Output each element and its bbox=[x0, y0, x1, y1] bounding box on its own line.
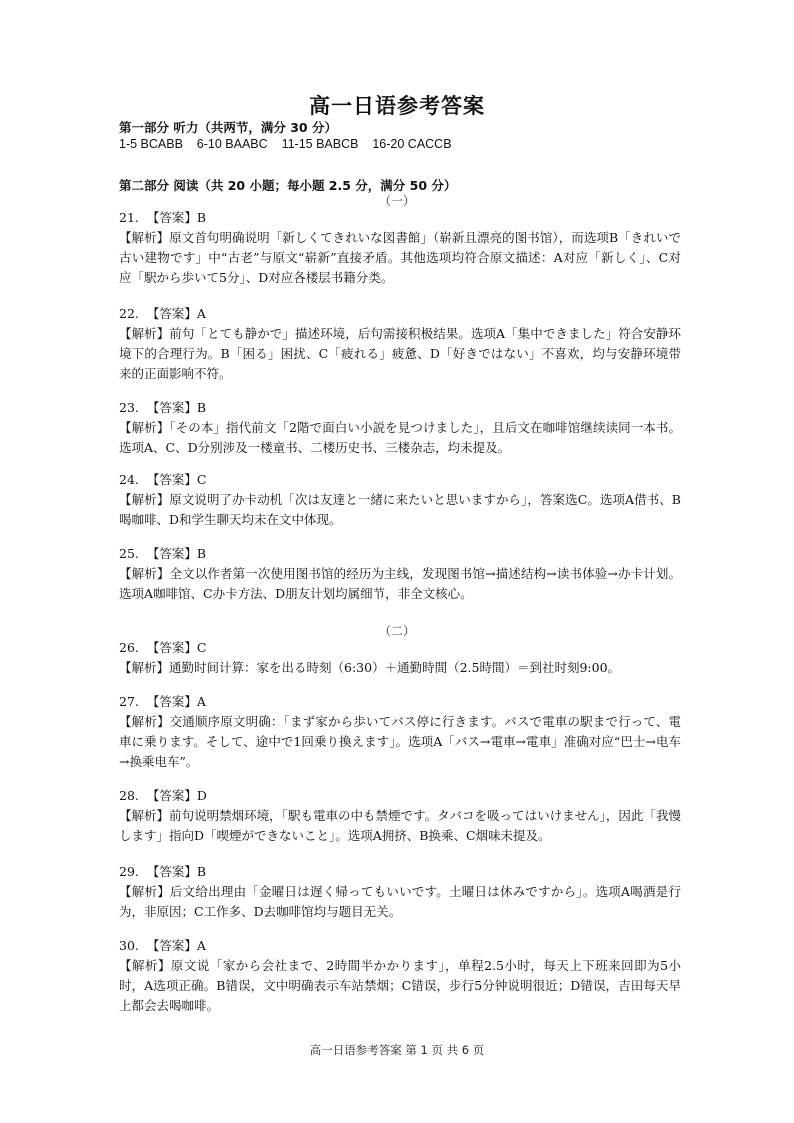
question-answer: 28. 【答案】D bbox=[119, 788, 207, 803]
section-one-label: （一） bbox=[378, 194, 415, 208]
question-explanation: 【解析】「その本」指代前文「2階で面白い小説を見つけました」，且后文在咖啡馆继续读同一本书。选项A、C、D分别涉及一楼童书、二楼历史书、三楼杂志，均未提及。 bbox=[119, 420, 681, 455]
page-title: 高一日语参考答案 bbox=[309, 94, 485, 118]
section-two-label: （二） bbox=[378, 624, 415, 638]
question-answer: 22. 【答案】A bbox=[119, 306, 206, 321]
question-explanation: 【解析】原文首句明确说明「新しくてきれいな図書館」（崭新且漂亮的图书馆），而选项B「きれいで古い建物です」中“古老”与原文“崭新”直接矛盾。其他选项均符合原文描述：A对应「新しく」、C对应「駅から歩いて5分」、D对应各楼层书籍分类。 bbox=[119, 230, 681, 285]
question-explanation: 【解析】原文说明了办卡动机「次は友達と一緒に来たいと思いますから」，答案选C。选项A借书、B喝咖啡、D和学生聊天均未在文中体现。 bbox=[119, 492, 681, 527]
question-25 bbox=[119, 544, 681, 604]
question-answer: 24. 【答案】C bbox=[119, 472, 207, 487]
question-27 bbox=[119, 692, 681, 772]
question-explanation: 【解析】原文说「家から会社まで、2時間半かかります」，单程2.5小时，每天上下班来回即为5小时，A选项正确。B错误，文中明确表示车站禁烟；C错误，步行5分钟说明很近；D错误，吉田每天早上都会去喝咖啡。 bbox=[119, 958, 681, 1013]
question-30 bbox=[119, 936, 681, 1016]
question-22 bbox=[119, 304, 681, 384]
question-answer: 25. 【答案】B bbox=[119, 546, 207, 561]
question-answer: 26. 【答案】C bbox=[119, 640, 207, 655]
question-explanation: 【解析】前句说明禁烟环境，「駅も電車の中も禁煙です。タバコを吸ってはいけません」，因此「我慢します」指向D「喫煙ができないこと」。选项A拥挤、B换乘、C烟味未提及。 bbox=[119, 808, 681, 843]
page-footer: 高一日语参考答案 第 1 页 共 6 页 bbox=[309, 1043, 485, 1057]
question-28 bbox=[119, 786, 681, 846]
question-explanation: 【解析】全文以作者第一次使用图书馆的经历为主线，发现图书馆→描述结构→读书体验→办卡计划。选项A咖啡馆、C办卡方法、D朋友计划均属细节，非全文核心。 bbox=[119, 566, 681, 601]
question-29 bbox=[119, 862, 681, 922]
question-answer: 29. 【答案】B bbox=[119, 864, 207, 879]
question-23 bbox=[119, 398, 681, 458]
question-explanation: 【解析】通勤时间计算：家を出る時刻（6:30）＋通勤時間（2.5時間）＝到社时刻9:00。 bbox=[119, 660, 621, 675]
part1-heading: 第一部分 听力（共两节，满分 30 分） bbox=[119, 120, 337, 135]
question-answer: 23. 【答案】B bbox=[119, 400, 207, 415]
part2-heading: 第二部分 阅读（共 20 小题；每小题 2.5 分，满分 50 分） bbox=[119, 178, 457, 193]
question-26 bbox=[119, 638, 681, 678]
question-21 bbox=[119, 208, 681, 288]
question-answer: 21. 【答案】B bbox=[119, 210, 207, 225]
question-explanation: 【解析】交通顺序原文明确：「まず家から歩いてバス停に行きます。バスで電車の駅まで行って、電車に乗ります。そして、途中で1回乗り換えます」。选项A「バス→電車→電車」准确对应“巴士→电车→换乘电车”。 bbox=[119, 714, 681, 769]
question-answer: 27. 【答案】A bbox=[119, 694, 206, 709]
question-explanation: 【解析】前句「とても静かで」描述环境，后句需接积极结果。选项A「集中できました」符合安静环境下的合理行为。B「困る」困扰、C「疲れる」疲惫、D「好きではない」不喜欢，均与安静环境带来的正面影响不符。 bbox=[119, 326, 681, 381]
question-answer: 30. 【答案】A bbox=[119, 938, 206, 953]
listening-answers: 1-5 BCABB 6-10 BAABC 11-15 BABCB 16-20 CACCB bbox=[119, 137, 452, 151]
question-explanation: 【解析】后文给出理由「金曜日は遅く帰ってもいいです。土曜日は休みですから」。选项A喝酒是行为，非原因；C工作多、D去咖啡馆均与题目无关。 bbox=[119, 884, 681, 919]
question-24 bbox=[119, 470, 681, 530]
